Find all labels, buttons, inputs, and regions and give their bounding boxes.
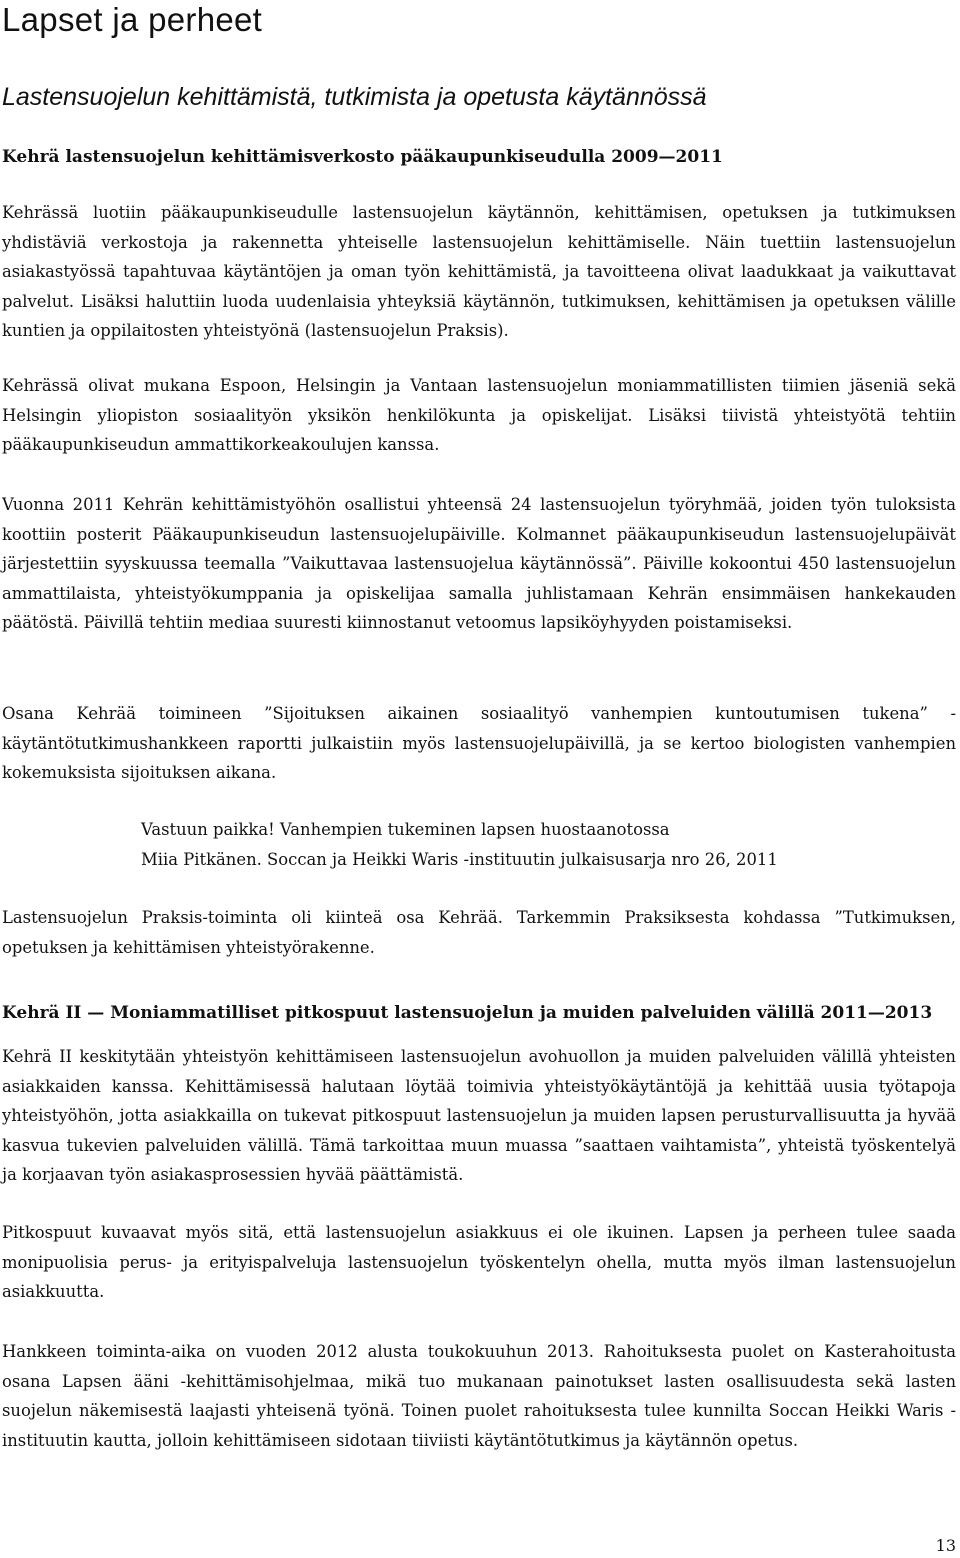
page-title: Lapset ja perheet	[2, 1, 263, 38]
reference-title: Vastuun paikka! Vanhempien tukeminen lapsen huostaanotossa	[141, 820, 670, 839]
paragraph-kehra-participants: Kehrässä olivat mukana Espoon, Helsingin ja Vantaan lastensuojelun moniammatillisten tiimien jäseniä sekä Helsingin yliopiston sosiaalityön yksikön henkilökunta ja opiskelijat. Lisäksi tiivistä yhteistyötä tehtiin pääkaupunkiseudun ammattikorkeakoulujen kanssa.	[2, 376, 956, 454]
paragraph-kehra-2011: Vuonna 2011 Kehrän kehittämistyöhön osallistui yhteensä 24 lastensuojelun työryhmää, joiden työn tuloksista koottiin posterit Pääkaupunkiseudun lastensuojelupäiville. Kolmannet pääkaupunkiseudun lastensuojelupäivät järjestettiin syyskuussa teemalla ”Vaikuttavaa lastensuojelua käytännössä”. Päiville kokoontui 450 lastensuojelun ammattilaista, yhteistyökumppania ja opiskelijaa samalla juhlistamaan Kehrän ensimmäisen hankekauden päätöstä. Päivillä tehtiin mediaa suuresti kiinnostanut vetoomus lapsiköyhyyden poistamiseksi.	[2, 495, 956, 632]
paragraph-pitkospuut: Pitkospuut kuvaavat myös sitä, että lastensuojelun asiakkuus ei ole ikuinen. Lapsen ja perheen tulee saada monipuolisia perus- ja erityispalveluja lastensuojelun työskentelyn ohella, mutta myös ilman lastensuojelun asiakkuutta.	[2, 1223, 956, 1301]
paragraph-kehra-ii-intro: Kehrä II keskitytään yhteistyön kehittämiseen lastensuojelun avohuollon ja muiden palveluiden välillä yhteisten asiakkaiden kanssa. Kehittämisessä halutaan löytää toimivia yhteistyökäytäntöjä ja kehittää uusia työtapoja yhteistyöhön, jotta asiakkailla on tukevat pitkospuut lastensuojelun ja muiden lapsen perusturvallisuutta ja hyvää kasvua tukevien palveluiden välillä. Tämä tarkoittaa muun muassa ”saattaen vaihtamista”, yhteistä työskentelyä ja korjaavan työn asiakasprosessien hyvää päättämistä.	[2, 1047, 956, 1184]
section-title: Lastensuojelun kehittämistä, tutkimista ja opetusta käytännössä	[2, 83, 707, 111]
page-number: 13	[935, 1536, 956, 1555]
paragraph-funding: Hankkeen toiminta-aika on vuoden 2012 alusta toukokuuhun 2013. Rahoituksesta puolet on Kasterahoitusta osana Lapsen ääni -kehittämisohjelmaa, mikä tuo mukanaan painotukset lasten osallisuudesta sekä lasten suojelun näkemisestä laajasti yhteisenä työnä. Toinen puolet rahoituksesta tulee kunnilta Soccan Heikki Waris -instituutin kautta, jolloin kehittämiseen sidotaan tiiviisti käytäntötutkimus ja käytännön opetus.	[2, 1342, 956, 1450]
subsection-heading-kehra-ii: Kehrä II — Moniammatilliset pitkospuut lastensuojelun ja muiden palveluiden välillä 2011—2013	[2, 1003, 933, 1023]
reference-author: Miia Pitkänen. Soccan ja Heikki Waris -instituutin julkaisusarja nro 26, 2011	[141, 850, 778, 869]
subsection-heading-kehra: Kehrä lastensuojelun kehittämisverkosto pääkaupunkiseudulla 2009—2011	[2, 147, 723, 167]
paragraph-kehra-research: Osana Kehrää toimineen ”Sijoituksen aikainen sosiaalityö vanhempien kuntoutumisen tukena” - käytäntötutkimushankkeen raportti julkaistiin myös lastensuojelupäivillä, ja se kertoo biologisten vanhempien kokemuksista sijoituksen aikana.	[2, 704, 956, 782]
paragraph-kehra-intro: Kehrässä luotiin pääkaupunkiseudulle lastensuojelun käytännön, kehittämisen, opetuksen ja tutkimuksen yhdistäviä verkostoja ja rakennetta yhteiselle lastensuojelun kehittämiselle. Näin tuettiin lastensuojelun asiakastyössä tapahtuvaa käytäntöjen ja oman työn kehittämistä, ja tavoitteena olivat laadukkaat ja vaikuttavat palvelut. Lisäksi haluttiin luoda uudenlaisia yhteyksiä käytännön, tutkimuksen, kehittämisen ja opetuksen välille kuntien ja oppilaitosten yhteistyönä (lastensuojelun Praksis).	[2, 203, 956, 340]
paragraph-praksis: Lastensuojelun Praksis-toiminta oli kiinteä osa Kehrää. Tarkemmin Praksiksesta kohdassa ”Tutkimuksen, opetuksen ja kehittämisen yhteistyörakenne.	[2, 908, 956, 957]
